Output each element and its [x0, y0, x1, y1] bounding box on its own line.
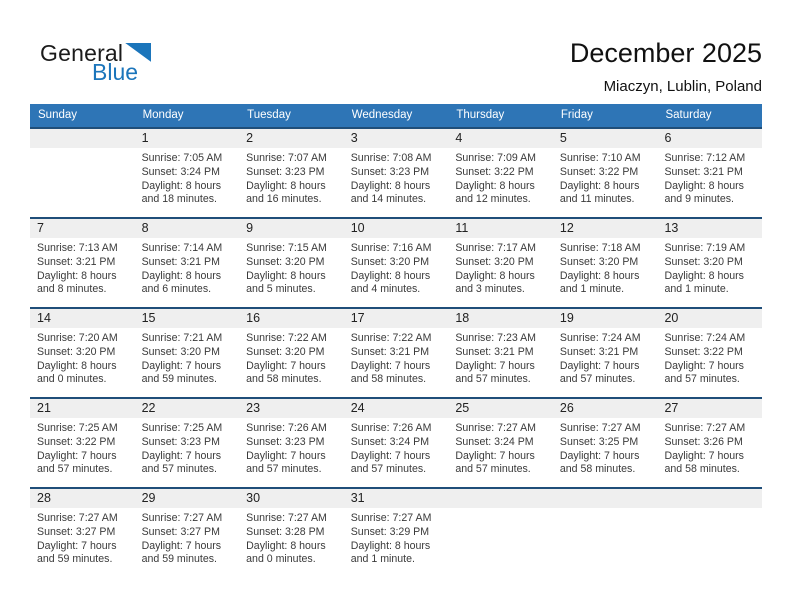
detail-line: and 57 minutes. — [559, 373, 636, 386]
day-cell-9 — [239, 219, 344, 307]
day-cell-4 — [448, 129, 553, 217]
day-number: 24 — [344, 399, 449, 418]
detail-line: Sunset: 3:21 PM — [559, 345, 639, 358]
week-row-1 — [30, 127, 762, 217]
day-number: 13 — [657, 219, 762, 238]
day-cell-12 — [553, 219, 658, 307]
day-number: 31 — [344, 489, 449, 508]
day-cell-13 — [657, 219, 762, 307]
detail-line: Daylight: 8 hours — [37, 269, 117, 282]
day-number: 26 — [553, 399, 658, 418]
detail-line: and 57 minutes. — [37, 463, 113, 476]
weekday-header-thursday: Thursday — [456, 109, 505, 121]
day-details — [239, 418, 344, 477]
detail-line: Sunset: 3:22 PM — [664, 345, 743, 358]
detail-line: Sunrise: 7:23 AM — [455, 332, 536, 344]
detail-line: Sunset: 3:20 PM — [559, 255, 639, 268]
detail-line: and 59 minutes. — [141, 373, 217, 386]
detail-line: Daylight: 8 hours — [37, 359, 117, 372]
day-details — [239, 328, 344, 387]
detail-line: and 1 minute. — [559, 283, 625, 296]
day-details — [239, 508, 344, 567]
day-number: 8 — [135, 219, 240, 238]
detail-line: Sunset: 3:24 PM — [455, 435, 534, 448]
day-number: 21 — [30, 399, 135, 418]
detail-line: Sunrise: 7:27 AM — [246, 512, 327, 524]
detail-line: Daylight: 7 hours — [455, 359, 535, 372]
detail-line: Daylight: 8 hours — [559, 269, 640, 282]
detail-line: Daylight: 7 hours — [246, 359, 326, 372]
day-number: 14 — [30, 309, 135, 328]
day-details — [344, 148, 449, 207]
day-number: 20 — [657, 309, 762, 328]
weekday-header-wednesday: Wednesday — [351, 109, 413, 121]
detail-line: and 1 minute. — [350, 553, 415, 566]
day-details — [239, 238, 344, 297]
day-cell-empty — [553, 489, 658, 577]
detail-line: Daylight: 8 hours — [350, 269, 431, 282]
detail-line: Sunrise: 7:24 AM — [559, 332, 641, 344]
detail-line: Sunset: 3:20 PM — [350, 255, 430, 268]
detail-line: Daylight: 8 hours — [455, 269, 535, 282]
calendar-table — [30, 104, 762, 577]
detail-line: Daylight: 7 hours — [559, 359, 640, 372]
detail-line: Sunset: 3:21 PM — [350, 345, 430, 358]
detail-line: Sunset: 3:20 PM — [141, 345, 220, 358]
detail-line: Sunset: 3:26 PM — [664, 435, 743, 448]
weekday-header-sunday: Sunday — [38, 109, 78, 121]
detail-line: Daylight: 7 hours — [246, 449, 326, 462]
detail-line: Sunrise: 7:10 AM — [559, 152, 641, 164]
detail-line: Sunset: 3:20 PM — [37, 345, 116, 358]
detail-line: Sunrise: 7:27 AM — [350, 512, 432, 524]
detail-line: Sunset: 3:21 PM — [37, 255, 116, 268]
detail-line: Sunrise: 7:16 AM — [350, 242, 432, 254]
detail-line: Sunset: 3:23 PM — [141, 435, 220, 448]
detail-line: Sunset: 3:28 PM — [246, 525, 325, 538]
detail-line: Daylight: 7 hours — [455, 449, 535, 462]
detail-line: Sunrise: 7:27 AM — [37, 512, 118, 524]
detail-line: and 58 minutes. — [350, 373, 427, 386]
day-number: 29 — [135, 489, 240, 508]
day-details — [344, 418, 449, 477]
day-details — [657, 418, 762, 477]
day-details — [448, 238, 553, 297]
detail-line: Daylight: 7 hours — [664, 449, 744, 462]
day-cell-25 — [448, 399, 553, 487]
day-details — [553, 238, 658, 297]
detail-line: Sunrise: 7:13 AM — [37, 242, 118, 254]
day-details — [448, 328, 553, 387]
detail-line: Sunrise: 7:12 AM — [664, 152, 746, 164]
day-details — [448, 148, 553, 207]
day-cell-empty — [30, 129, 135, 217]
detail-line: Daylight: 8 hours — [664, 269, 744, 282]
day-details — [657, 148, 762, 207]
detail-line: Sunrise: 7:07 AM — [246, 152, 327, 164]
detail-line: Sunrise: 7:26 AM — [350, 422, 432, 434]
detail-line: and 5 minutes. — [246, 283, 316, 296]
day-number: 28 — [30, 489, 135, 508]
detail-line: and 57 minutes. — [455, 373, 531, 386]
day-number — [657, 489, 762, 508]
day-details — [30, 418, 135, 477]
detail-line: Sunset: 3:20 PM — [664, 255, 743, 268]
day-details — [30, 328, 135, 387]
detail-line: Sunset: 3:22 PM — [37, 435, 116, 448]
day-details — [657, 508, 762, 512]
day-number: 5 — [553, 129, 658, 148]
day-cell-6 — [657, 129, 762, 217]
day-cell-19 — [553, 309, 658, 397]
detail-line: Daylight: 7 hours — [559, 449, 640, 462]
day-cell-22 — [135, 399, 240, 487]
detail-line: Sunrise: 7:14 AM — [141, 242, 223, 254]
detail-line: and 8 minutes. — [37, 283, 107, 296]
detail-line: and 11 minutes. — [559, 193, 635, 206]
day-number — [553, 489, 658, 508]
detail-line: Sunset: 3:27 PM — [141, 525, 220, 538]
day-cell-1 — [135, 129, 240, 217]
detail-line: and 57 minutes. — [350, 463, 427, 476]
day-details — [30, 148, 135, 152]
detail-line: Daylight: 7 hours — [141, 359, 222, 372]
detail-line: Sunrise: 7:15 AM — [246, 242, 327, 254]
day-number: 18 — [448, 309, 553, 328]
day-number: 6 — [657, 129, 762, 148]
detail-line: Sunset: 3:21 PM — [455, 345, 534, 358]
detail-line: Sunset: 3:21 PM — [664, 165, 743, 178]
detail-line: Sunset: 3:21 PM — [141, 255, 220, 268]
day-cell-24 — [344, 399, 449, 487]
detail-line: Sunset: 3:22 PM — [559, 165, 639, 178]
day-cell-8 — [135, 219, 240, 307]
detail-line: Sunset: 3:20 PM — [455, 255, 534, 268]
day-details — [135, 508, 240, 567]
day-number: 15 — [135, 309, 240, 328]
day-details — [344, 508, 449, 567]
day-cell-3 — [344, 129, 449, 217]
detail-line: and 0 minutes. — [246, 553, 316, 566]
day-details — [657, 238, 762, 297]
detail-line: Sunset: 3:23 PM — [246, 435, 325, 448]
day-details — [553, 328, 658, 387]
detail-line: Daylight: 7 hours — [141, 539, 222, 552]
day-details — [344, 238, 449, 297]
weekday-header-tuesday: Tuesday — [247, 109, 291, 121]
day-cell-23 — [239, 399, 344, 487]
detail-line: Daylight: 7 hours — [350, 449, 431, 462]
day-details — [553, 148, 658, 207]
detail-line: Daylight: 8 hours — [350, 179, 431, 192]
detail-line: and 57 minutes. — [141, 463, 217, 476]
detail-line: Sunrise: 7:27 AM — [141, 512, 223, 524]
detail-line: Sunset: 3:24 PM — [141, 165, 220, 178]
detail-line: Sunset: 3:23 PM — [246, 165, 325, 178]
day-cell-26 — [553, 399, 658, 487]
detail-line: and 58 minutes. — [559, 463, 636, 476]
title-block — [570, 38, 762, 95]
detail-line: Daylight: 8 hours — [559, 179, 640, 192]
day-cell-20 — [657, 309, 762, 397]
day-details — [448, 418, 553, 477]
detail-line: Sunrise: 7:25 AM — [37, 422, 118, 434]
day-number: 25 — [448, 399, 553, 418]
day-cell-29 — [135, 489, 240, 577]
detail-line: Sunrise: 7:17 AM — [455, 242, 536, 254]
day-number: 11 — [448, 219, 553, 238]
day-number: 17 — [344, 309, 449, 328]
detail-line: Sunrise: 7:20 AM — [37, 332, 118, 344]
detail-line: Sunset: 3:20 PM — [246, 345, 325, 358]
detail-line: Sunrise: 7:25 AM — [141, 422, 223, 434]
logo-word-general: General — [40, 40, 124, 66]
detail-line: and 57 minutes. — [664, 373, 740, 386]
detail-line: Sunset: 3:27 PM — [37, 525, 116, 538]
day-number: 16 — [239, 309, 344, 328]
detail-line: Daylight: 7 hours — [141, 449, 222, 462]
day-cell-18 — [448, 309, 553, 397]
day-number: 2 — [239, 129, 344, 148]
detail-line: and 4 minutes. — [350, 283, 421, 296]
day-cell-7 — [30, 219, 135, 307]
detail-line: and 14 minutes. — [350, 193, 427, 206]
day-number: 9 — [239, 219, 344, 238]
day-cell-17 — [344, 309, 449, 397]
day-cell-14 — [30, 309, 135, 397]
day-number: 4 — [448, 129, 553, 148]
day-cell-empty — [448, 489, 553, 577]
detail-line: and 12 minutes. — [455, 193, 531, 206]
general-blue-logo — [40, 42, 151, 84]
detail-line: Daylight: 8 hours — [350, 539, 431, 552]
detail-line: and 57 minutes. — [246, 463, 322, 476]
detail-line: Sunrise: 7:22 AM — [350, 332, 432, 344]
detail-line: Sunrise: 7:05 AM — [141, 152, 223, 164]
day-number: 27 — [657, 399, 762, 418]
weekday-header-friday: Friday — [560, 109, 593, 121]
detail-line: Daylight: 7 hours — [37, 449, 117, 462]
day-cell-11 — [448, 219, 553, 307]
detail-line: Daylight: 8 hours — [246, 539, 326, 552]
week-row-4 — [30, 397, 762, 487]
day-details — [344, 328, 449, 387]
day-number: 23 — [239, 399, 344, 418]
day-details — [239, 148, 344, 207]
day-cell-5 — [553, 129, 658, 217]
logo-word-blue: Blue — [92, 59, 139, 85]
detail-line: Sunset: 3:23 PM — [350, 165, 430, 178]
detail-line: and 59 minutes. — [141, 553, 217, 566]
detail-line: Sunset: 3:22 PM — [455, 165, 534, 178]
day-number: 22 — [135, 399, 240, 418]
day-cell-10 — [344, 219, 449, 307]
day-number: 1 — [135, 129, 240, 148]
day-number: 7 — [30, 219, 135, 238]
detail-line: and 58 minutes. — [664, 463, 740, 476]
detail-line: Sunrise: 7:08 AM — [350, 152, 432, 164]
detail-line: Sunrise: 7:24 AM — [664, 332, 746, 344]
week-row-2 — [30, 217, 762, 307]
day-number: 12 — [553, 219, 658, 238]
day-cell-27 — [657, 399, 762, 487]
day-details — [448, 508, 553, 512]
detail-line: and 6 minutes. — [141, 283, 212, 296]
detail-line: and 18 minutes. — [141, 193, 217, 206]
detail-line: and 1 minute. — [664, 283, 729, 296]
detail-line: Daylight: 8 hours — [141, 269, 222, 282]
detail-line: Sunrise: 7:18 AM — [559, 242, 641, 254]
calendar-weeks — [30, 127, 762, 577]
day-cell-31 — [344, 489, 449, 577]
detail-line: and 3 minutes. — [455, 283, 525, 296]
detail-line: and 58 minutes. — [246, 373, 322, 386]
detail-line: Daylight: 7 hours — [350, 359, 431, 372]
day-cell-30 — [239, 489, 344, 577]
day-details — [135, 148, 240, 207]
day-details — [135, 238, 240, 297]
day-cell-empty — [657, 489, 762, 577]
detail-line: Daylight: 8 hours — [246, 179, 326, 192]
detail-line: Sunrise: 7:27 AM — [455, 422, 536, 434]
detail-line: and 57 minutes. — [455, 463, 531, 476]
day-cell-2 — [239, 129, 344, 217]
detail-line: Daylight: 8 hours — [455, 179, 535, 192]
day-details — [135, 328, 240, 387]
weekday-header-row — [30, 104, 762, 127]
page-title: December 2025 — [569, 38, 762, 68]
day-number — [30, 129, 135, 148]
day-cell-15 — [135, 309, 240, 397]
detail-line: Sunrise: 7:19 AM — [664, 242, 746, 254]
detail-line: and 0 minutes. — [37, 373, 107, 386]
day-number: 3 — [344, 129, 449, 148]
day-cell-21 — [30, 399, 135, 487]
day-number: 30 — [239, 489, 344, 508]
detail-line: Sunrise: 7:09 AM — [455, 152, 536, 164]
day-number: 19 — [553, 309, 658, 328]
day-cell-28 — [30, 489, 135, 577]
detail-line: Sunset: 3:29 PM — [350, 525, 430, 538]
detail-line: Sunrise: 7:21 AM — [141, 332, 223, 344]
page-subtitle-location: Miaczyn, Lublin, Poland — [603, 78, 762, 95]
detail-line: and 16 minutes. — [246, 193, 322, 206]
detail-line: and 59 minutes. — [37, 553, 113, 566]
detail-line: Sunset: 3:24 PM — [350, 435, 430, 448]
weekday-header-monday: Monday — [142, 109, 184, 121]
detail-line: Daylight: 8 hours — [246, 269, 326, 282]
day-cell-16 — [239, 309, 344, 397]
detail-line: Daylight: 8 hours — [664, 179, 744, 192]
detail-line: Sunrise: 7:27 AM — [559, 422, 641, 434]
detail-line: Daylight: 7 hours — [37, 539, 117, 552]
week-row-3 — [30, 307, 762, 397]
day-number: 10 — [344, 219, 449, 238]
day-details — [135, 418, 240, 477]
detail-line: Sunrise: 7:27 AM — [664, 422, 746, 434]
day-details — [30, 238, 135, 297]
detail-line: Sunset: 3:20 PM — [246, 255, 325, 268]
week-row-5 — [30, 487, 762, 577]
detail-line: Sunrise: 7:22 AM — [246, 332, 327, 344]
detail-line: Daylight: 7 hours — [664, 359, 744, 372]
detail-line: Sunrise: 7:26 AM — [246, 422, 327, 434]
weekday-header-saturday: Saturday — [665, 109, 712, 121]
day-details — [657, 328, 762, 387]
detail-line: Daylight: 8 hours — [141, 179, 222, 192]
day-number — [448, 489, 553, 508]
detail-line: Sunset: 3:25 PM — [559, 435, 639, 448]
day-details — [553, 508, 658, 512]
day-details — [30, 508, 135, 567]
detail-line: and 9 minutes. — [664, 193, 734, 206]
day-details — [553, 418, 658, 477]
